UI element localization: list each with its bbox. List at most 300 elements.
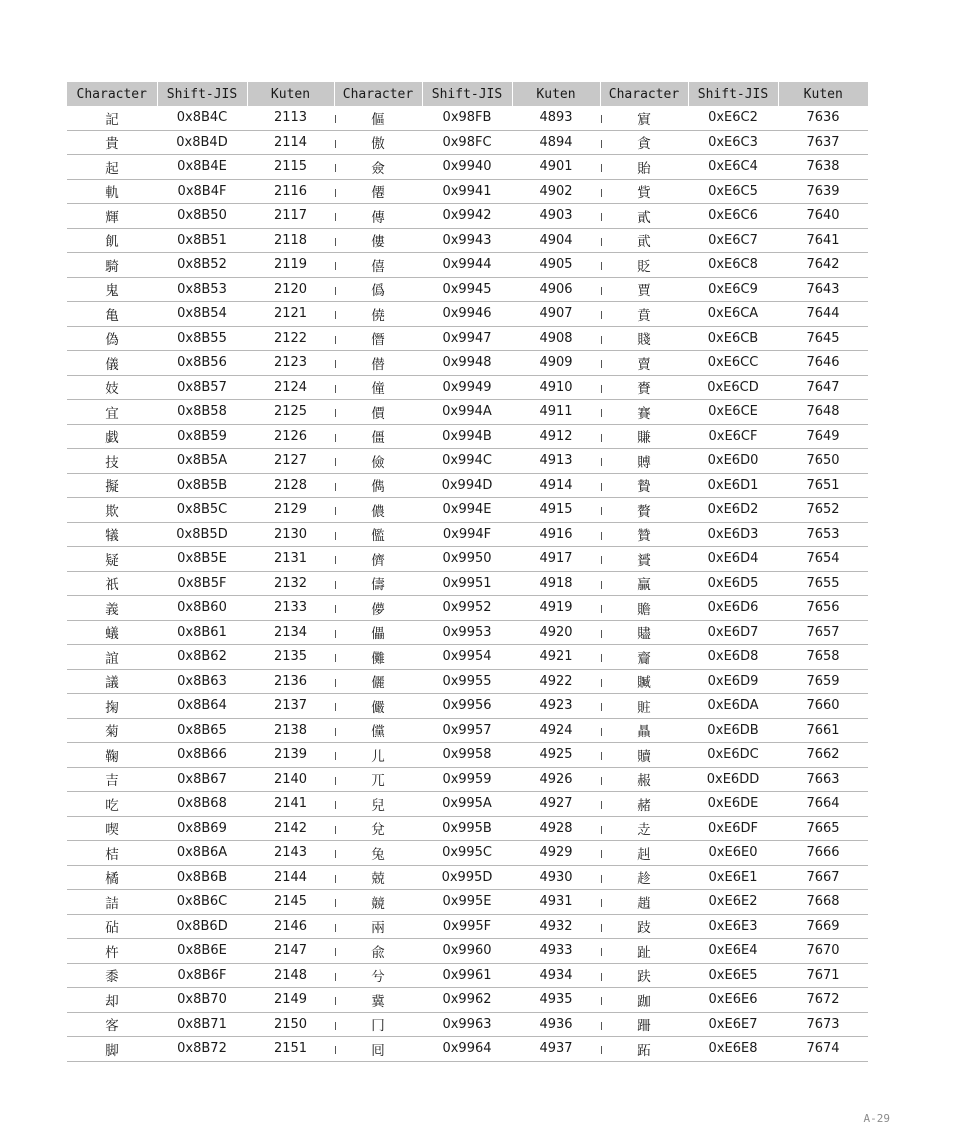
cell-kuten: 4928	[512, 816, 600, 841]
cell-character: 儷	[334, 669, 422, 694]
cell-character: 儁	[334, 473, 422, 498]
cell-character: 僭	[334, 326, 422, 351]
table-row	[67, 694, 868, 719]
cell-character: 蟻	[67, 620, 157, 645]
cell-character: 擬	[67, 473, 157, 498]
cell-character: 賻	[600, 449, 688, 474]
table-header	[67, 82, 868, 106]
cell-shift-jis: 0xE6D0	[688, 449, 778, 474]
cell-character: 鬼	[67, 277, 157, 302]
cell-kuten: 4902	[512, 179, 600, 204]
cell-kuten: 2148	[247, 963, 334, 988]
table-row	[67, 375, 868, 400]
cell-character: 囘	[334, 1037, 422, 1062]
header-kuten: Kuten	[512, 82, 600, 106]
cell-kuten: 2116	[247, 179, 334, 204]
table-row	[67, 473, 868, 498]
cell-character: 傳	[334, 204, 422, 229]
cell-character: 賺	[600, 424, 688, 449]
cell-shift-jis: 0xE6E5	[688, 963, 778, 988]
cell-character: 亀	[67, 302, 157, 327]
cell-character: 跏	[600, 988, 688, 1013]
cell-kuten: 4906	[512, 277, 600, 302]
table-row	[67, 449, 868, 474]
cell-character: 宜	[67, 400, 157, 425]
cell-kuten: 2137	[247, 694, 334, 719]
cell-character: 兒	[334, 792, 422, 817]
cell-character: 齎	[600, 645, 688, 670]
cell-character: 賚	[600, 375, 688, 400]
cell-character: 赱	[600, 816, 688, 841]
cell-character: 跂	[600, 914, 688, 939]
cell-kuten: 2145	[247, 890, 334, 915]
table-row	[67, 816, 868, 841]
cell-character: 贔	[600, 718, 688, 743]
cell-shift-jis: 0x8B59	[157, 424, 247, 449]
cell-kuten: 4907	[512, 302, 600, 327]
cell-shift-jis: 0x8B50	[157, 204, 247, 229]
cell-kuten: 4931	[512, 890, 600, 915]
cell-kuten: 4915	[512, 498, 600, 523]
cell-character: 騎	[67, 253, 157, 278]
table-row	[67, 400, 868, 425]
table-row	[67, 228, 868, 253]
cell-character: 貲	[600, 179, 688, 204]
cell-shift-jis: 0x995E	[422, 890, 512, 915]
cell-shift-jis: 0x994B	[422, 424, 512, 449]
table-row	[67, 130, 868, 155]
cell-kuten: 2113	[247, 106, 334, 130]
cell-character: 僮	[334, 375, 422, 400]
cell-kuten: 2124	[247, 375, 334, 400]
cell-kuten: 4905	[512, 253, 600, 278]
cell-shift-jis: 0xE6CD	[688, 375, 778, 400]
cell-kuten: 7637	[778, 130, 868, 155]
cell-shift-jis: 0xE6D2	[688, 498, 778, 523]
cell-character: 兢	[334, 865, 422, 890]
cell-character: 儡	[334, 620, 422, 645]
cell-shift-jis: 0x994F	[422, 522, 512, 547]
cell-character: 冀	[334, 988, 422, 1013]
cell-kuten: 7651	[778, 473, 868, 498]
cell-kuten: 4904	[512, 228, 600, 253]
cell-kuten: 2122	[247, 326, 334, 351]
cell-shift-jis: 0xE6D1	[688, 473, 778, 498]
cell-shift-jis: 0x9947	[422, 326, 512, 351]
cell-kuten: 2134	[247, 620, 334, 645]
cell-kuten: 4909	[512, 351, 600, 376]
cell-character: 贏	[600, 571, 688, 596]
cell-shift-jis: 0xE6C6	[688, 204, 778, 229]
cell-shift-jis: 0x8B61	[157, 620, 247, 645]
cell-character: 賔	[600, 106, 688, 130]
table-row	[67, 155, 868, 180]
cell-shift-jis: 0x994D	[422, 473, 512, 498]
cell-kuten: 7654	[778, 547, 868, 572]
cell-shift-jis: 0x9960	[422, 939, 512, 964]
header-row	[67, 82, 868, 106]
cell-character: 祇	[67, 571, 157, 596]
cell-kuten: 7642	[778, 253, 868, 278]
cell-kuten: 2127	[247, 449, 334, 474]
cell-kuten: 2147	[247, 939, 334, 964]
cell-character: 飢	[67, 228, 157, 253]
table-row	[67, 865, 868, 890]
cell-kuten: 2138	[247, 718, 334, 743]
cell-character: 貮	[600, 228, 688, 253]
cell-kuten: 7641	[778, 228, 868, 253]
header-character: Character	[67, 82, 157, 106]
cell-kuten: 7655	[778, 571, 868, 596]
cell-shift-jis: 0xE6DD	[688, 767, 778, 792]
cell-character: 犠	[67, 522, 157, 547]
cell-character: 僵	[334, 424, 422, 449]
cell-kuten: 2131	[247, 547, 334, 572]
cell-character: 趺	[600, 963, 688, 988]
cell-character: 儖	[334, 522, 422, 547]
cell-character: 僣	[334, 351, 422, 376]
cell-character: 赧	[600, 767, 688, 792]
cell-shift-jis: 0x8B6C	[157, 890, 247, 915]
cell-shift-jis: 0xE6C8	[688, 253, 778, 278]
cell-character: 儂	[334, 498, 422, 523]
cell-shift-jis: 0x8B6D	[157, 914, 247, 939]
cell-shift-jis: 0xE6C9	[688, 277, 778, 302]
header-character: Character	[600, 82, 688, 106]
cell-kuten: 7643	[778, 277, 868, 302]
table-row	[67, 792, 868, 817]
cell-kuten: 2150	[247, 1012, 334, 1037]
cell-shift-jis: 0xE6E0	[688, 841, 778, 866]
cell-character: 趾	[600, 939, 688, 964]
cell-character: 賁	[600, 302, 688, 327]
cell-kuten: 7649	[778, 424, 868, 449]
table-row	[67, 547, 868, 572]
cell-shift-jis: 0xE6D3	[688, 522, 778, 547]
cell-shift-jis: 0xE6C4	[688, 155, 778, 180]
cell-shift-jis: 0x995A	[422, 792, 512, 817]
cell-character: 記	[67, 106, 157, 130]
cell-character: 菊	[67, 718, 157, 743]
cell-shift-jis: 0xE6CC	[688, 351, 778, 376]
cell-kuten: 4901	[512, 155, 600, 180]
cell-character: 傲	[334, 130, 422, 155]
cell-kuten: 7661	[778, 718, 868, 743]
header-kuten: Kuten	[247, 82, 334, 106]
cell-character: 僂	[334, 228, 422, 253]
cell-character: 吃	[67, 792, 157, 817]
cell-character: 貽	[600, 155, 688, 180]
cell-shift-jis: 0x8B71	[157, 1012, 247, 1037]
cell-kuten: 2142	[247, 816, 334, 841]
cell-shift-jis: 0xE6CF	[688, 424, 778, 449]
cell-kuten: 7638	[778, 155, 868, 180]
cell-character: 傴	[334, 106, 422, 130]
cell-kuten: 7671	[778, 963, 868, 988]
table-row	[67, 890, 868, 915]
cell-shift-jis: 0x995B	[422, 816, 512, 841]
cell-shift-jis: 0x9944	[422, 253, 512, 278]
cell-shift-jis: 0x9946	[422, 302, 512, 327]
cell-kuten: 7657	[778, 620, 868, 645]
cell-shift-jis: 0x9949	[422, 375, 512, 400]
cell-shift-jis: 0x994E	[422, 498, 512, 523]
header-shift-jis: Shift-JIS	[422, 82, 512, 106]
cell-kuten: 4934	[512, 963, 600, 988]
cell-shift-jis: 0x9948	[422, 351, 512, 376]
cell-shift-jis: 0x8B5D	[157, 522, 247, 547]
cell-character: 僞	[334, 277, 422, 302]
cell-kuten: 2149	[247, 988, 334, 1013]
cell-shift-jis: 0x9950	[422, 547, 512, 572]
cell-character: 赭	[600, 792, 688, 817]
cell-kuten: 2132	[247, 571, 334, 596]
cell-character: 竸	[334, 890, 422, 915]
cell-kuten: 7644	[778, 302, 868, 327]
cell-shift-jis: 0x8B52	[157, 253, 247, 278]
cell-shift-jis: 0x8B68	[157, 792, 247, 817]
cell-character: 赳	[600, 841, 688, 866]
cell-kuten: 4921	[512, 645, 600, 670]
cell-kuten: 2115	[247, 155, 334, 180]
cell-character: 輝	[67, 204, 157, 229]
cell-character: 賍	[600, 694, 688, 719]
cell-character: 脚	[67, 1037, 157, 1062]
cell-character: 冂	[334, 1012, 422, 1037]
cell-shift-jis: 0xE6DF	[688, 816, 778, 841]
cell-kuten: 2119	[247, 253, 334, 278]
table-row	[67, 743, 868, 768]
cell-kuten: 7650	[778, 449, 868, 474]
cell-shift-jis: 0x8B63	[157, 669, 247, 694]
cell-shift-jis: 0x9958	[422, 743, 512, 768]
table-row	[67, 498, 868, 523]
cell-shift-jis: 0xE6E2	[688, 890, 778, 915]
cell-kuten: 7673	[778, 1012, 868, 1037]
cell-shift-jis: 0xE6C3	[688, 130, 778, 155]
cell-kuten: 4925	[512, 743, 600, 768]
cell-character: 欺	[67, 498, 157, 523]
cell-kuten: 2128	[247, 473, 334, 498]
cell-character: 儔	[334, 571, 422, 596]
table-row	[67, 302, 868, 327]
cell-kuten: 2135	[247, 645, 334, 670]
cell-kuten: 4926	[512, 767, 600, 792]
table-row	[67, 645, 868, 670]
cell-shift-jis: 0x9952	[422, 596, 512, 621]
cell-kuten: 2125	[247, 400, 334, 425]
cell-kuten: 4913	[512, 449, 600, 474]
cell-kuten: 4932	[512, 914, 600, 939]
header-kuten: Kuten	[778, 82, 868, 106]
cell-shift-jis: 0x8B65	[157, 718, 247, 743]
cell-shift-jis: 0xE6CB	[688, 326, 778, 351]
cell-character: 僊	[334, 179, 422, 204]
cell-shift-jis: 0x8B6A	[157, 841, 247, 866]
cell-shift-jis: 0x9941	[422, 179, 512, 204]
cell-character: 掬	[67, 694, 157, 719]
cell-shift-jis: 0x8B60	[157, 596, 247, 621]
cell-character: 客	[67, 1012, 157, 1037]
cell-kuten: 2143	[247, 841, 334, 866]
cell-kuten: 4927	[512, 792, 600, 817]
cell-kuten: 4914	[512, 473, 600, 498]
character-code-table	[67, 82, 868, 1062]
table-row	[67, 253, 868, 278]
cell-character: 趙	[600, 890, 688, 915]
cell-shift-jis: 0xE6E6	[688, 988, 778, 1013]
cell-kuten: 2114	[247, 130, 334, 155]
cell-character: 價	[334, 400, 422, 425]
cell-kuten: 7663	[778, 767, 868, 792]
cell-shift-jis: 0x995D	[422, 865, 512, 890]
cell-character: 兪	[334, 939, 422, 964]
cell-shift-jis: 0x995F	[422, 914, 512, 939]
cell-shift-jis: 0x8B6B	[157, 865, 247, 890]
cell-character: 黍	[67, 963, 157, 988]
cell-kuten: 7645	[778, 326, 868, 351]
cell-kuten: 4912	[512, 424, 600, 449]
cell-character: 儿	[334, 743, 422, 768]
cell-kuten: 2126	[247, 424, 334, 449]
cell-shift-jis: 0xE6E4	[688, 939, 778, 964]
cell-kuten: 7646	[778, 351, 868, 376]
cell-character: 喫	[67, 816, 157, 841]
cell-shift-jis: 0x9963	[422, 1012, 512, 1037]
cell-shift-jis: 0xE6C5	[688, 179, 778, 204]
table-row	[67, 939, 868, 964]
cell-shift-jis: 0x8B6E	[157, 939, 247, 964]
cell-character: 技	[67, 449, 157, 474]
cell-shift-jis: 0x9957	[422, 718, 512, 743]
cell-kuten: 2120	[247, 277, 334, 302]
table-row	[67, 1037, 868, 1062]
cell-character: 却	[67, 988, 157, 1013]
table-row	[67, 1012, 868, 1037]
cell-kuten: 7659	[778, 669, 868, 694]
cell-kuten: 7653	[778, 522, 868, 547]
cell-character: 贐	[600, 620, 688, 645]
cell-kuten: 4933	[512, 939, 600, 964]
cell-shift-jis: 0x8B66	[157, 743, 247, 768]
cell-character: 議	[67, 669, 157, 694]
cell-kuten: 7658	[778, 645, 868, 670]
table-row	[67, 767, 868, 792]
cell-kuten: 2133	[247, 596, 334, 621]
cell-character: 貶	[600, 253, 688, 278]
cell-shift-jis: 0x9961	[422, 963, 512, 988]
cell-kuten: 7636	[778, 106, 868, 130]
cell-shift-jis: 0x8B4C	[157, 106, 247, 130]
cell-character: 僉	[334, 155, 422, 180]
cell-shift-jis: 0x9964	[422, 1037, 512, 1062]
cell-character: 橘	[67, 865, 157, 890]
cell-character: 儉	[334, 449, 422, 474]
cell-kuten: 4930	[512, 865, 600, 890]
cell-kuten: 4903	[512, 204, 600, 229]
cell-character: 趁	[600, 865, 688, 890]
cell-character: 僥	[334, 302, 422, 327]
cell-shift-jis: 0x8B5B	[157, 473, 247, 498]
cell-shift-jis: 0x994C	[422, 449, 512, 474]
table-row	[67, 277, 868, 302]
cell-character: 賈	[600, 277, 688, 302]
cell-kuten: 7662	[778, 743, 868, 768]
cell-kuten: 4916	[512, 522, 600, 547]
cell-character: 贅	[600, 498, 688, 523]
cell-character: 贇	[600, 547, 688, 572]
cell-character: 跖	[600, 1037, 688, 1062]
cell-kuten: 2140	[247, 767, 334, 792]
cell-character: 軌	[67, 179, 157, 204]
cell-shift-jis: 0xE6CE	[688, 400, 778, 425]
cell-kuten: 7666	[778, 841, 868, 866]
cell-character: 貴	[67, 130, 157, 155]
table-row	[67, 988, 868, 1013]
cell-shift-jis: 0x9945	[422, 277, 512, 302]
cell-shift-jis: 0xE6CA	[688, 302, 778, 327]
cell-shift-jis: 0xE6D9	[688, 669, 778, 694]
cell-character: 兩	[334, 914, 422, 939]
table-row	[67, 424, 868, 449]
table-row	[67, 351, 868, 376]
cell-shift-jis: 0xE6E1	[688, 865, 778, 890]
cell-kuten: 7656	[778, 596, 868, 621]
cell-kuten: 7660	[778, 694, 868, 719]
cell-character: 兀	[334, 767, 422, 792]
cell-character: 賽	[600, 400, 688, 425]
cell-shift-jis: 0x8B4E	[157, 155, 247, 180]
cell-shift-jis: 0xE6D5	[688, 571, 778, 596]
cell-kuten: 4936	[512, 1012, 600, 1037]
cell-shift-jis: 0xE6DA	[688, 694, 778, 719]
cell-character: 兌	[334, 816, 422, 841]
cell-character: 兔	[334, 841, 422, 866]
cell-kuten: 4924	[512, 718, 600, 743]
cell-shift-jis: 0x8B5F	[157, 571, 247, 596]
cell-kuten: 4893	[512, 106, 600, 130]
cell-character: 贄	[600, 473, 688, 498]
cell-character: 兮	[334, 963, 422, 988]
cell-kuten: 4908	[512, 326, 600, 351]
cell-shift-jis: 0x8B58	[157, 400, 247, 425]
cell-shift-jis: 0x8B54	[157, 302, 247, 327]
cell-shift-jis: 0x8B57	[157, 375, 247, 400]
cell-character: 儕	[334, 547, 422, 572]
cell-shift-jis: 0x8B5C	[157, 498, 247, 523]
cell-character: 起	[67, 155, 157, 180]
cell-shift-jis: 0x8B69	[157, 816, 247, 841]
cell-shift-jis: 0x9962	[422, 988, 512, 1013]
cell-kuten: 7664	[778, 792, 868, 817]
cell-kuten: 7669	[778, 914, 868, 939]
cell-shift-jis: 0xE6D7	[688, 620, 778, 645]
cell-kuten: 7674	[778, 1037, 868, 1062]
cell-shift-jis: 0x9943	[422, 228, 512, 253]
cell-shift-jis: 0x9955	[422, 669, 512, 694]
cell-kuten: 7668	[778, 890, 868, 915]
cell-shift-jis: 0x8B72	[157, 1037, 247, 1062]
cell-shift-jis: 0x9951	[422, 571, 512, 596]
cell-shift-jis: 0x8B53	[157, 277, 247, 302]
table-row	[67, 522, 868, 547]
cell-kuten: 2146	[247, 914, 334, 939]
cell-character: 儚	[334, 596, 422, 621]
page-number: A-29	[863, 1112, 890, 1125]
cell-character: 吉	[67, 767, 157, 792]
cell-shift-jis: 0x98FC	[422, 130, 512, 155]
cell-character: 贖	[600, 743, 688, 768]
